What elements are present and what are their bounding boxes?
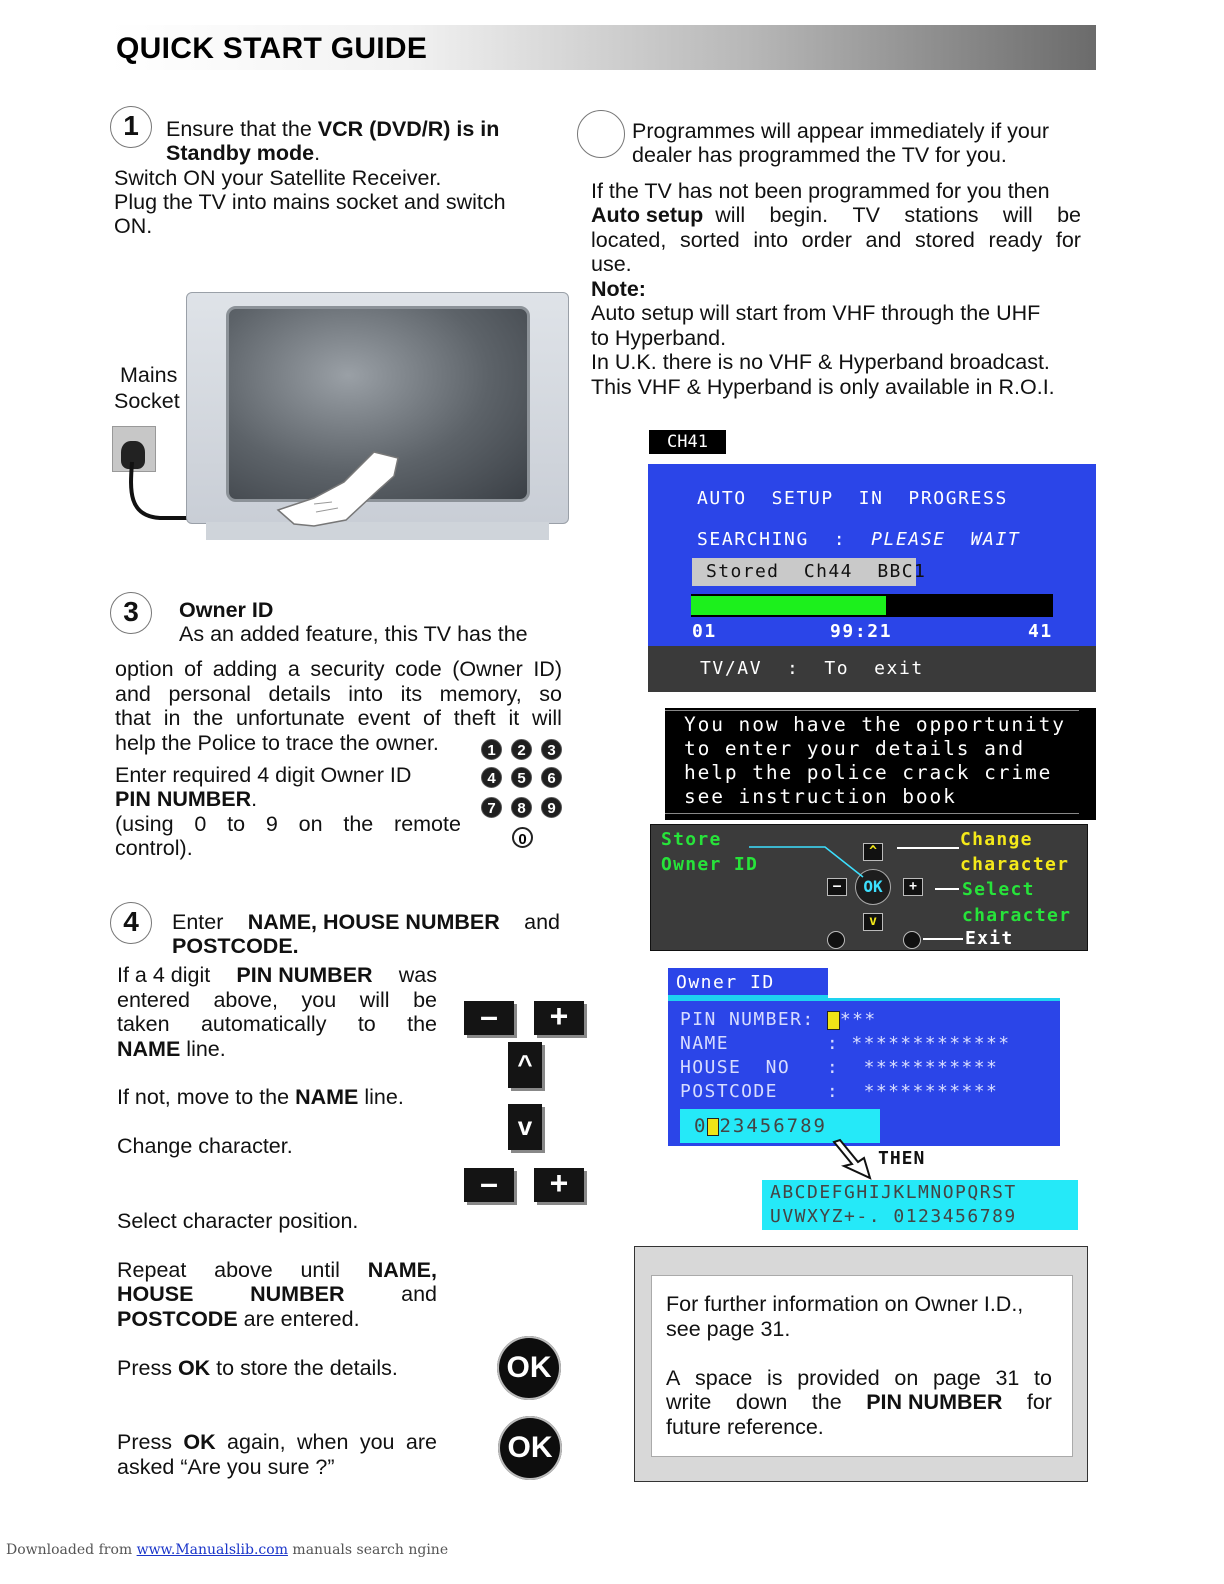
- step3-line7: PIN NUMBER.: [115, 787, 258, 811]
- up-button-icon: ^: [508, 1042, 542, 1088]
- plus-button-icon-2: +: [534, 1168, 584, 1202]
- osd-progress-fill: [691, 596, 886, 615]
- step4-e-line3: POSTCODE are entered.: [117, 1307, 360, 1331]
- step2-p1-line1: Programmes will appear immediately if your: [632, 119, 1050, 143]
- minus-button-icon-2: –: [464, 1168, 514, 1202]
- channel-indicator: CH41: [649, 430, 726, 454]
- osd-progress-bar: [691, 594, 1053, 617]
- step4-heading-line1: Enter NAME, HOUSE NUMBER and: [172, 910, 560, 934]
- then-label: THEN: [878, 1148, 926, 1169]
- hand-pointer-icon: [274, 442, 414, 532]
- step3-line2: option of adding a security code (Owner ID): [115, 657, 562, 681]
- mains-label: Mains: [120, 363, 178, 387]
- plus-button-icon: +: [534, 1001, 584, 1035]
- key-1-icon: 1: [481, 739, 502, 760]
- step-4-number: 4: [110, 902, 152, 944]
- step4-f-line1: Press OK to store the details.: [117, 1356, 398, 1380]
- key-9-icon: 9: [541, 797, 562, 818]
- step3-line8: (using 0 to 9 on the remote: [115, 812, 461, 836]
- auto-setup-osd: [648, 464, 1096, 692]
- down-key-icon: v: [863, 913, 883, 931]
- step4-g-line2: asked “Are you sure ?”: [117, 1455, 335, 1479]
- osd-title: AUTO SETUP IN PROGRESS: [697, 488, 1008, 509]
- select-character-label: character: [962, 905, 1072, 926]
- info-line4: write down the PIN NUMBER for: [666, 1390, 1052, 1414]
- owner-id-heading: Owner ID: [179, 598, 274, 622]
- step4-heading-line2: POSTCODE.: [172, 934, 299, 958]
- osd-searching: SEARCHING : PLEASE WAIT: [697, 529, 1021, 550]
- step3-line6: Enter required 4 digit Owner ID: [115, 763, 412, 787]
- manualslib-link[interactable]: www.Manualslib.com: [136, 1542, 288, 1558]
- osd-range-end: 41: [1028, 621, 1053, 642]
- step1-line2: Standby mode.: [166, 141, 321, 165]
- minus-button-icon: –: [464, 1001, 514, 1035]
- tv-image: [186, 292, 569, 540]
- tv-av-button-icon: [903, 931, 921, 949]
- step4-c-line1: Change character.: [117, 1134, 293, 1158]
- page-title: QUICK START GUIDE: [116, 32, 428, 65]
- osd-exit-hint: TV/AV : To exit: [700, 658, 924, 679]
- step3-line5: help the Police to trace the owner.: [115, 731, 439, 755]
- character-set-panel: [762, 1180, 1078, 1230]
- footer-suffix: manuals search ngine: [287, 1542, 449, 1558]
- postcode-field: POSTCODE : ***********: [680, 1081, 999, 1102]
- select-label: Select: [962, 879, 1035, 900]
- exit-button-icon: [827, 931, 845, 949]
- socket-label: Socket: [114, 389, 180, 413]
- charset-line2: UVWXYZ+-. 0123456789: [770, 1206, 1017, 1227]
- info-line2: see page 31.: [666, 1317, 791, 1341]
- then-arrow-icon: [830, 1138, 880, 1184]
- message-line3: help the police crack crime: [684, 761, 1053, 784]
- ok-button-icon-2: OK: [498, 1416, 562, 1480]
- note-heading: Note:: [591, 277, 646, 301]
- plus-key-icon: +: [903, 878, 923, 896]
- step-1-number: 1: [110, 106, 152, 148]
- message-line2: to enter your details and: [684, 737, 1025, 760]
- pin-number-field: PIN NUMBER: ***: [680, 1009, 877, 1030]
- info-line1: For further information on Owner I.D.,: [666, 1292, 1024, 1316]
- osd-range-mid: 99:21: [830, 621, 893, 642]
- change-label: Change: [960, 829, 1033, 850]
- minus-key-icon: –: [827, 878, 847, 896]
- step3-line1: As an added feature, this TV has the: [179, 622, 528, 646]
- step1-line3: Switch ON your Satellite Receiver.: [114, 166, 442, 190]
- key-5-icon: 5: [511, 767, 532, 788]
- info-line5: future reference.: [666, 1415, 824, 1439]
- key-7-icon: 7: [481, 797, 502, 818]
- step3-line9: control).: [115, 836, 193, 860]
- up-key-icon: ^: [863, 843, 883, 861]
- key-0-icon: 0: [512, 827, 533, 848]
- step1-line1: Ensure that the VCR (DVD/R) is in: [166, 117, 500, 141]
- step2-p2-line1: If the TV has not been programmed for you then: [591, 179, 1050, 203]
- message-line4: see instruction book: [684, 785, 957, 808]
- step-2-number: [577, 110, 625, 158]
- step3-line3: and personal details into its memory, so: [115, 682, 562, 706]
- step2-p1-line2: dealer has programmed the TV for you.: [632, 143, 1007, 167]
- character-label: character: [960, 854, 1070, 875]
- owner-id-label: Owner ID: [661, 854, 759, 875]
- key-8-icon: 8: [511, 797, 532, 818]
- step4-e-line2: HOUSE NUMBER and: [117, 1282, 437, 1306]
- step4-e-line1: Repeat above until NAME,: [117, 1258, 437, 1282]
- footer-prefix: Downloaded from: [6, 1542, 137, 1558]
- key-4-icon: 4: [481, 767, 502, 788]
- osd-range-start: 01: [692, 621, 717, 642]
- step1-line5: ON.: [114, 214, 153, 238]
- key-6-icon: 6: [541, 767, 562, 788]
- step4-g-line1: Press OK again, when you are: [117, 1430, 437, 1454]
- info-box: [634, 1246, 1088, 1482]
- step2-p2-line4: use.: [591, 252, 632, 276]
- key-3-icon: 3: [541, 739, 562, 760]
- charset-line1: ABCDEFGHIJKLMNOPQRST: [770, 1182, 1017, 1203]
- message-line1: You now have the opportunity: [684, 713, 1066, 736]
- step2-p2-line3: located, sorted into order and stored ready for: [591, 228, 1081, 252]
- step1-line4: Plug the TV into mains socket and switch: [114, 190, 506, 214]
- step4-a-line4: NAME line.: [117, 1037, 226, 1061]
- note-line4: This VHF & Hyperband is only available in R.O.I.: [591, 375, 1055, 399]
- note-line3: In U.K. there is no VHF & Hyperband broadcast.: [591, 350, 1050, 374]
- info-line3: A space is provided on page 31 to: [666, 1366, 1052, 1390]
- note-line2: to Hyperband.: [591, 326, 727, 350]
- key-2-icon: 2: [511, 739, 532, 760]
- ok-key-icon: OK: [855, 869, 891, 905]
- step3-line4: that in the unfortunate event of theft it will: [115, 706, 562, 730]
- exit-label: Exit: [965, 928, 1014, 949]
- step4-a-line1: If a 4 digit PIN NUMBER was: [117, 963, 437, 987]
- down-button-icon: v: [508, 1104, 542, 1150]
- osd-stored-channel: Stored Ch44 BBC1: [692, 558, 916, 586]
- step4-d-line1: Select character position.: [117, 1209, 359, 1233]
- step-3-number: 3: [110, 592, 152, 634]
- step4-b-line1: If not, move to the NAME line.: [117, 1085, 404, 1109]
- owner-id-osd: [668, 968, 1060, 1146]
- footer: [6, 1542, 448, 1558]
- store-label: Store: [661, 829, 722, 850]
- opportunity-message: [665, 708, 1096, 820]
- step2-p2-line2: Auto setup will begin. TV stations will be: [591, 203, 1081, 227]
- note-line1: Auto setup will start from VHF through the UHF: [591, 301, 1041, 325]
- owner-id-tab: Owner ID: [668, 968, 828, 998]
- header-banner: [110, 25, 1096, 70]
- navigation-key-diagram: [650, 824, 1088, 951]
- ok-button-icon: OK: [497, 1336, 561, 1400]
- step4-a-line2: entered above, you will be: [117, 988, 437, 1012]
- house-no-field: HOUSE NO : ***********: [680, 1057, 999, 1078]
- name-field: NAME : *************: [680, 1033, 1011, 1054]
- step4-a-line3: taken automatically to the: [117, 1012, 437, 1036]
- digit-selector: 0 23456789: [680, 1109, 880, 1143]
